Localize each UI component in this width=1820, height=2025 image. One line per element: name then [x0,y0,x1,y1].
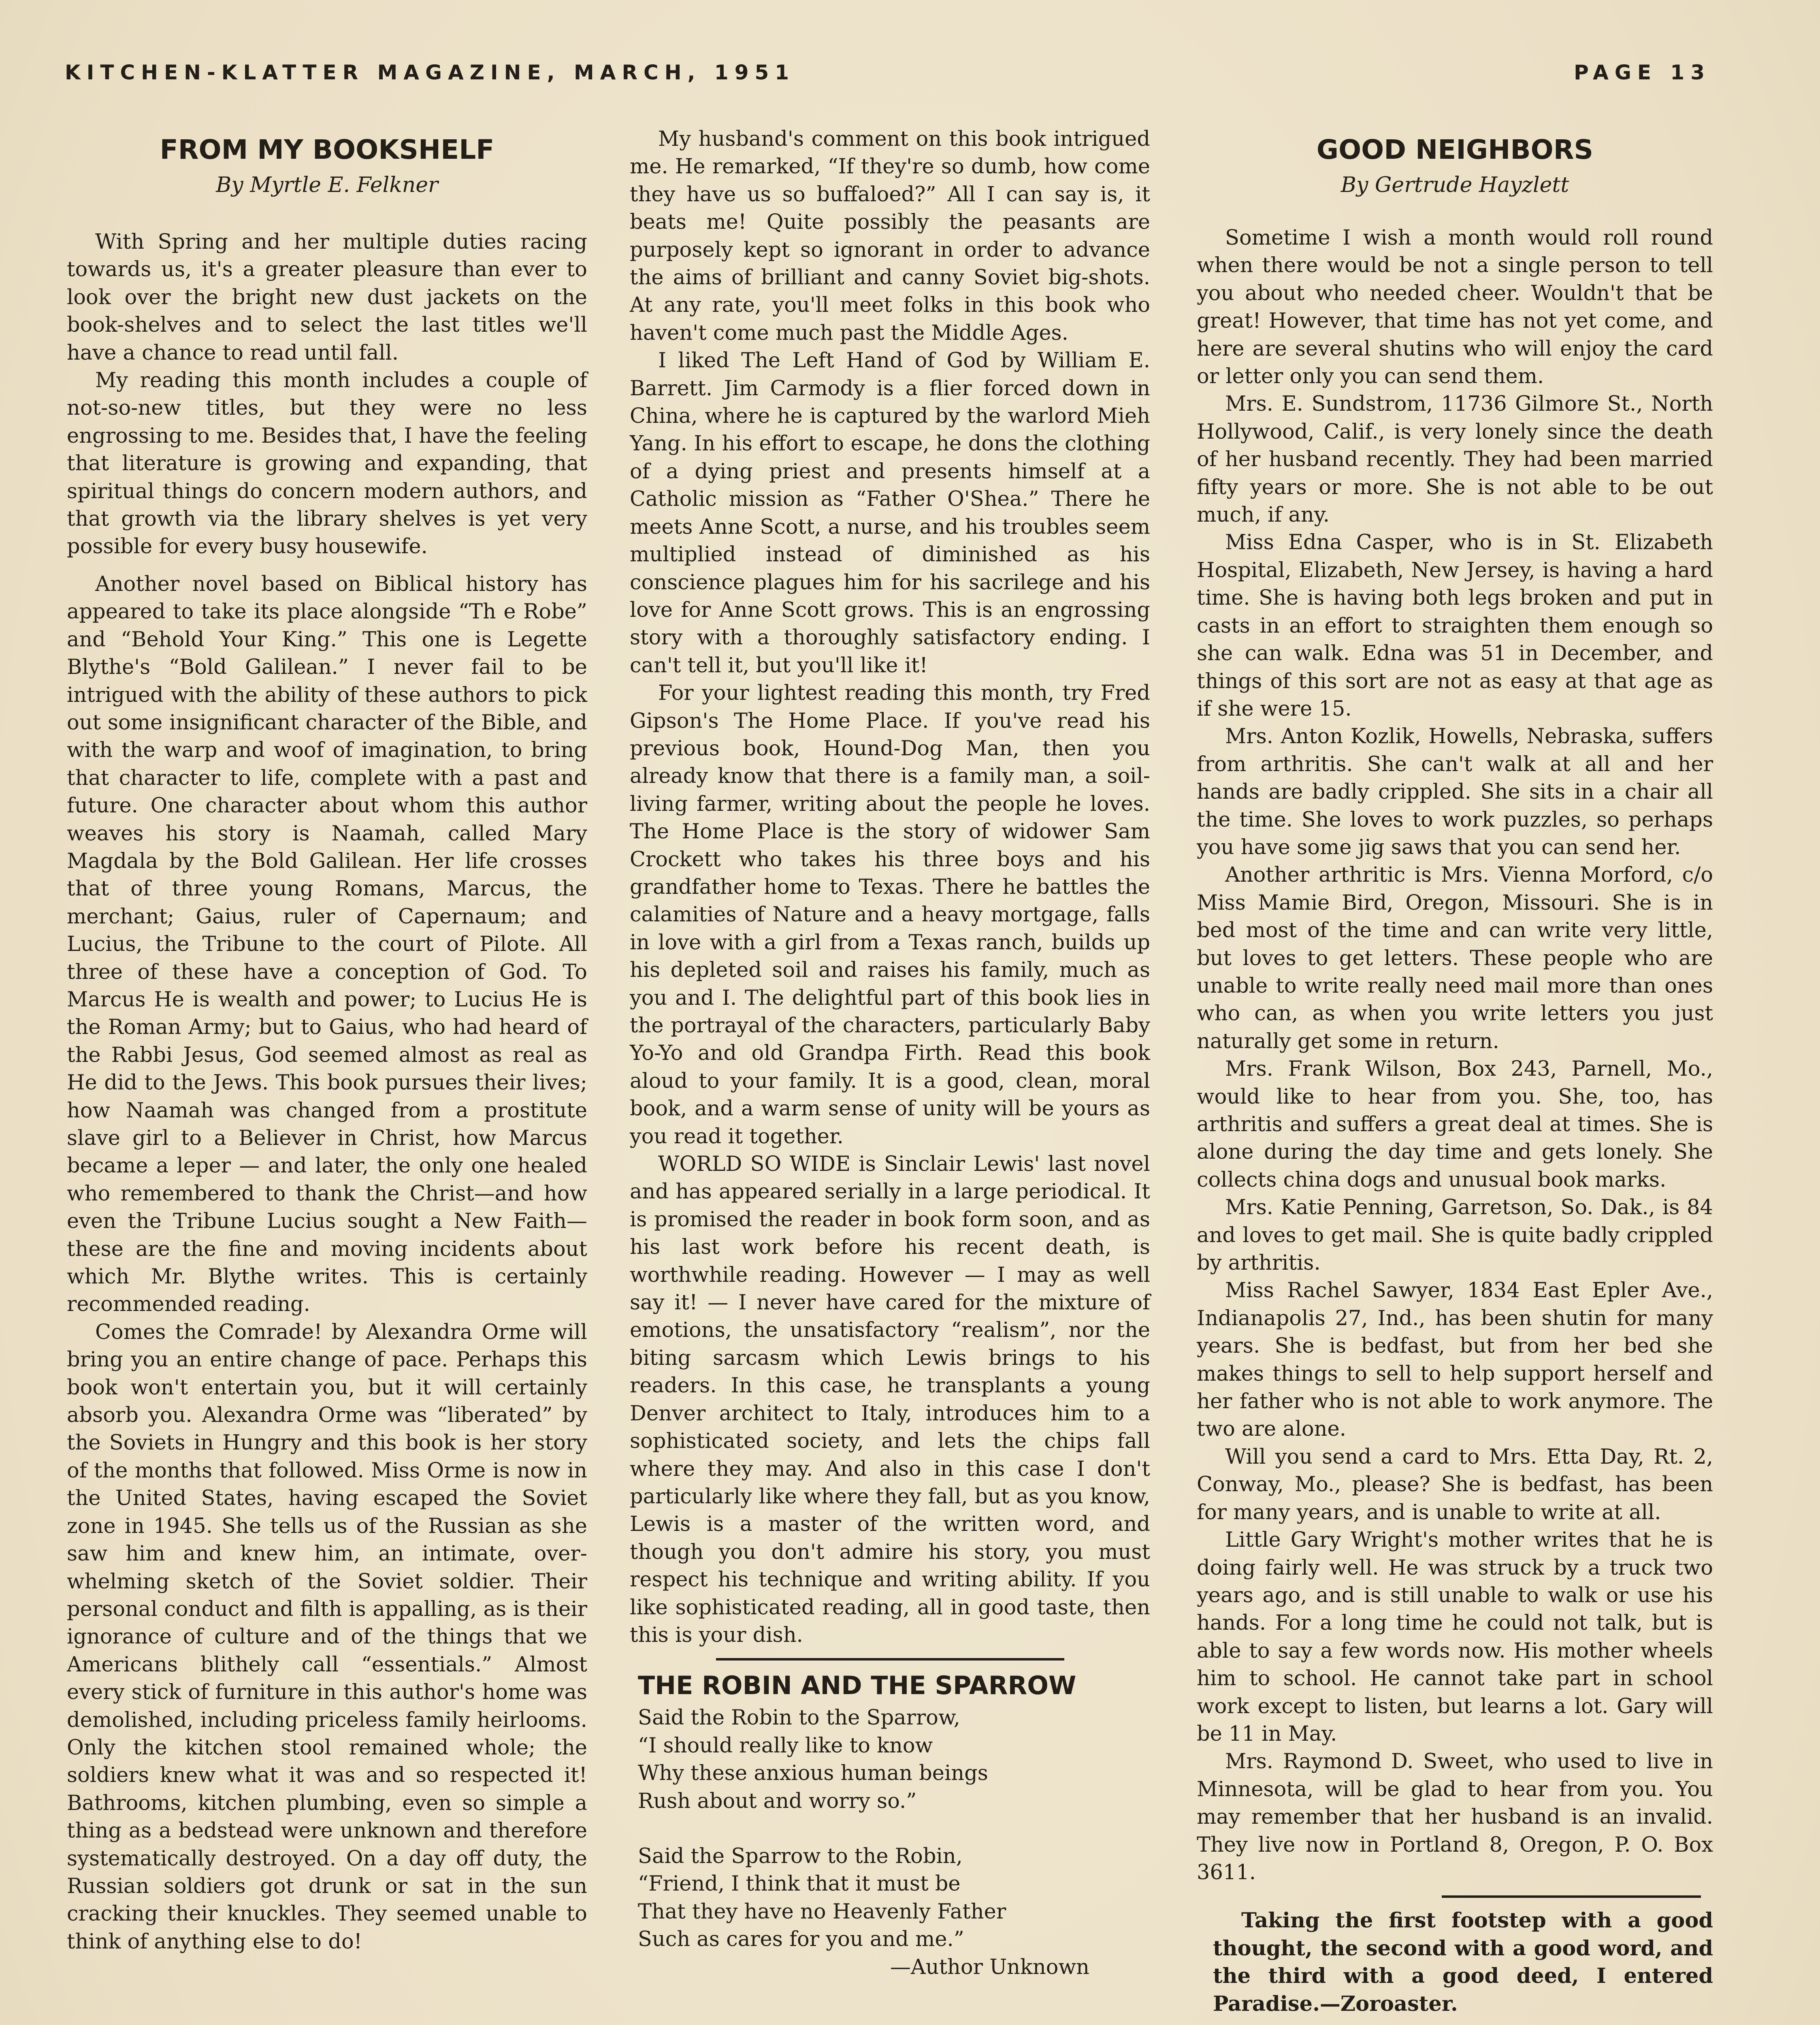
page-number: PAGE 13 [1574,61,1711,84]
poem-line: That they have no Heavenly Father [638,1899,1006,1924]
neighbors-byline: By Gertrude Hayzlett [1340,173,1569,197]
poem-line: Rush about and worry so.” [638,1789,917,1813]
neighbors-paragraph: Mrs. Raymond D. Sweet, who used to live in Minnesota, will be glad to hear from you. You may remember that her husband is an invalid. They live now in Portland 8, Oregon, P. O. Box 3611. [1197,1750,1713,1884]
poem-title: THE ROBIN AND THE SPARROW [638,1671,1076,1701]
neighbors-paragraph: Mrs. Frank Wilson, Box 243, Parnell, Mo., would like to hear from you. She, too, has arthritis and suffers a great deal at times. She is alone during the day time and gets lonely. She collects china dogs and unusual book marks. [1197,1057,1713,1192]
section-divider [716,1658,1064,1660]
bookshelf-paragraph: With Spring and her multiple duties racing towards us, it's a greater pleasure than ever to look over the bright new dust jackets on the book-shelves and to select the last titles we'll have a chance to read until fall. [67,230,587,365]
poem-attribution: —Author Unknown [890,1955,1089,1979]
neighbors-paragraph: Will you send a card to Mrs. Etta Day, Rt. 2, Conway, Mo., please? She is bedfast, has been for many years, and is unable to write at all. [1197,1445,1713,1524]
bookshelf-paragraph: WORLD SO WIDE is Sinclair Lewis' last novel and has appeared serially in a large periodical. It is promised the reader in book form soon, and as his last work before his recent death, is worthwhile reading. However — I may as well say it! — I never have cared for the mixture of emotions, the unsatisfactory “realism”, nor the biting sarcasm which Lewis brings to his readers. In this case, he transplants a young Denver architect to Italy, introduces him to a sophisticated society, and lets the chips fall where they may. And also in this case I don't particularly like where they fall, but as you know, Lewis is a master of the written word, and though you don't admire his story, you must respect his technique and writing ability. If you like sophisticated reading, all in good taste, then this is your dish. [630,1152,1150,1647]
stanza-gap [638,1815,1150,1843]
poem-line: Why these anxious human beings [638,1761,988,1786]
magazine-title-date: KITCHEN-KLATTER MAGAZINE, MARCH, 1951 [65,61,795,84]
neighbors-paragraph: Sometime I wish a month would roll round when there would be not a single person to tell you about who needed cheer. Wouldn't that be great! However, that time has not yet come, and here are several shutins who will enjoy the card or letter only you can send them. [1197,226,1713,389]
zoroaster-quote [1197,1907,1713,2018]
bookshelf-paragraph: My reading this month includes a couple of not-so-new titles, but they were no less engrossing to me. Besides that, I have the feeling that literature is growing and expanding, that spiritual things do concern modern authors, and that growth via the library shelves is yet very possible for every busy housewife. [67,369,587,559]
bookshelf-paragraph: Comes the Comrade! by Alexandra Orme will bring you an entire change of pace. Perhaps this book won't entertain you, but it will certainly absorb you. Alexandra Orme was “liberated” by the Soviets in Hungry and this book is her story of the months that followed. Miss Orme is now in the United States, having escaped the Soviet zone in 1945. She tells us of the Russian as she saw him and knew him, an intimate, over-whelming sketch of the Soviet soldier. Their personal conduct and filth is appalling, as is their ignorance of culture and of the things that we Americans blithely call “essentials.” Almost every stick of furniture in this author's home was demolished, including priceless family heirlooms. Only the kitchen stool remained whole; the soldiers knew what it was and so respected it! Bathrooms, kitchen plumbing, even so simple a thing as a bedstead were unknown and therefore systematically destroyed. On a day off duty, the Russian soldiers got drunk or sat in the sun cracking their knuckles. They seemed unable to think of anything else to do! [67,1320,587,1954]
poem-line: Said the Robin to the Sparrow, [638,1706,960,1730]
column-2 [630,126,1150,1981]
neighbors-paragraph: Mrs. Katie Penning, Garretson, So. Dak., is 84 and loves to get mail. She is quite badly crippled by arthritis. [1197,1196,1713,1275]
bookshelf-paragraph: I liked The Left Hand of God by William E. Barrett. Jim Carmody is a flier forced down in China, where he is captured by the warlord Mieh Yang. In his effort to escape, he dons the clothing of a dying priest and presents himself at a Catholic mission as “Father O'Shea.” There he meets Anne Scott, a nurse, and his troubles seem multiplied instead of diminished as his conscience plagues him for his sacrilege and his love for Anne Scott grows. This is an engrossing story with a thoroughly satisfactory ending. I can't tell it, but you'll like it! [630,349,1150,678]
neighbors-paragraph: Miss Edna Casper, who is in St. Elizabeth Hospital, Elizabeth, New Jersey, is having a hard time. She is having both legs broken and put in casts in an effort to straighten them enough so she can walk. Edna was 51 in December, and things of this sort are not as easy at that age as if she were 15. [1197,531,1713,721]
neighbors-paragraph: Mrs. E. Sundstrom, 11736 Gilmore St., North Hollywood, Calif., is very lonely since the death of her husband recently. They had been married fifty years or more. She is not able to be out much, if any. [1197,392,1713,527]
bookshelf-paragraph: For your lightest reading this month, try Fred Gipson's The Home Place. If you've read his previous book, Hound-Dog Man, then you already know that there is a family man, a soil-living farmer, writing about the people he loves. The Home Place is the story of widower Sam Crockett who takes his three boys and his grandfather home to Texas. There he battles the calamities of Nature and a heavy mortgage, falls in love with a girl from a Texas ranch, builds up his depleted soil and raises his family, much as you and I. The delightful part of this book lies in the portrayal of the characters, particularly Baby Yo-Yo and old Grandpa Firth. Read this book aloud to your family. It is a good, clean, moral book, and a warm sense of unity will be yours as you read it together. [630,681,1150,1149]
neighbors-paragraph: Another arthritic is Mrs. Vienna Morford, c/o Miss Mamie Bird, Oregon, Missouri. She is in bed most of the time and can write very little, but loves to get letters. These people who are unable to write really need mail more than ones who can, as when you write letters you just naturally get some in return. [1197,863,1713,1053]
bookshelf-paragraph: Another novel based on Biblical history has appeared to take its place alongside “Th e Robe” and “Behold Your King.” This one is Legette Blythe's “Bold Galilean.” I never fail to be intrigued with the ability of these authors to pick out some insignificant character of the Bible, and with the warp and woof of imagination, to bring that character to life, complete with a past and future. One character about whom this author weaves his story is Naamah, called Mary Magdala by the Bold Galilean. Her life crosses that of three young Romans, Marcus, the merchant; Gaius, ruler of Capernaum; and Lucius, the Tribune to the court of Pilote. All three of these have a conception of God. To Marcus He is wealth and power; to Lucius He is the Roman Army; but to Gaius, who had heard of the Rabbi Jesus, God seemed almost as real as He did to the Jews. This book pursues their lives; how Naamah was changed from a prostitute slave girl to a Believer in Christ, how Marcus became a leper — and later, the only one healed who remembered to thank the Christ—and how even the Tribune Lucius sought a New Faith—these are the fine and moving incidents about which Mr. Blythe writes. This is certainly recommended reading. [67,572,587,1317]
quote-text: Taking the first footstep with a good thought, the second with a good word, and the third with a good deed, I entered Paradise.—Zoroaster. [1213,1908,1713,2016]
bookshelf-byline: By Myrtle E. Felkner [216,173,438,197]
poem-line: “I should really like to know [638,1733,933,1758]
poem-line: Said the Sparrow to the Robin, [638,1844,963,1868]
neighbors-paragraph: Little Gary Wright's mother writes that he is doing fairly well. He was struck by a truck two years ago, and is still unable to walk or use his hands. For a long time he could not talk, but is able to say a few words now. His mother wheels him to school. He cannot take part in school work except to listen, but learns a lot. Gary will be 11 in May. [1197,1528,1713,1746]
poem-line: “Friend, I think that it must be [638,1872,961,1896]
section-divider [1442,1895,1701,1898]
bookshelf-title: FROM MY BOOKSHELF [160,134,494,165]
column-3 [1197,134,1713,2018]
poem [630,1704,1150,1981]
column-1 [67,134,587,1956]
neighbors-paragraph: Miss Rachel Sawyer, 1834 East Epler Ave., Indianapolis 27, Ind., has been shutin for many years. She is bedfast, but from her bed she makes things to sell to help support herself and her father who is not able to work anymore. The two are alone. [1197,1279,1713,1441]
bookshelf-paragraph: My husband's comment on this book intrigued me. He remarked, “If they're so dumb, how come they have us so buffaloed?” All I can say is, it beats me! Quite possibly the peasants are purposely kept so ignorant in order to advance the aims of brilliant and canny Soviet big-shots. At any rate, you'll meet folks in this book who haven't come much past the Middle Ages. [630,127,1150,345]
page-header [65,61,1711,93]
neighbors-title: GOOD NEIGHBORS [1316,134,1594,165]
poem-line: Such as cares for you and me.” [638,1927,964,1952]
neighbors-paragraph: Mrs. Anton Kozlik, Howells, Nebraska, suffers from arthritis. She can't walk at all and her hands are badly crippled. She sits in a chair all the time. She loves to work puzzles, so perhaps you have some jig saws that you can send her. [1197,725,1713,859]
